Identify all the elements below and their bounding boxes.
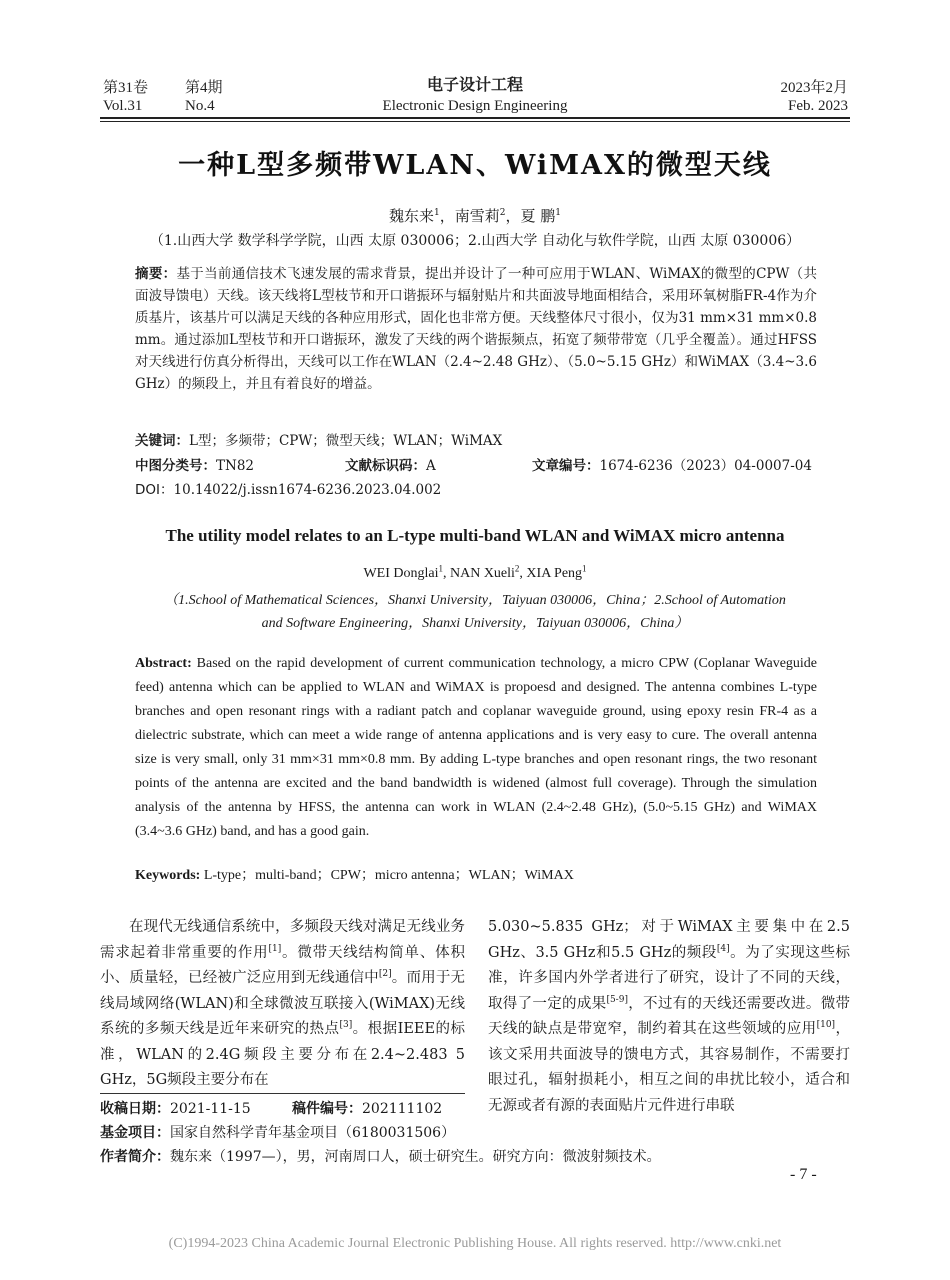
affiliation-mark: 1 [438, 563, 443, 574]
received-date [100, 1098, 251, 1121]
volume-cn: 第31卷 [103, 80, 149, 96]
abstract-label-cn: 摘要： [135, 266, 177, 282]
abstract-text-en: Based on the rapid development of current communication technology, a micro CPW (Coplanar Waveguide feed) antenna which can be applied to WLAN and WiMAX is propoesd and designed. The antenna combines L-type branches and open resonant rings with a radiant patch and coplanar waveguide ground, using epoxy resin FR-4 as a dielectric substrate, which can meet a wide range of antenna applications and is very easy to cure. The overall antenna size is very small, only 31 mm×31 mm×0.8 mm. By adding L-type branches and open resonant rings, the two resonant points of the antenna are excited and the band bandwidth is widened (almost full coverage). Through the simulation analysis of the antenna by HFSS, the antenna can work in WLAN (2.4~2.48 GHz), (5.0~5.15 GHz) and WiMAX (3.4~3.6 GHz) band, and has a good gain. [135, 656, 818, 839]
body-column-left [100, 915, 465, 1094]
author-bio [100, 1146, 661, 1169]
affiliation-mark: 2 [499, 208, 506, 218]
keywords-en [135, 864, 817, 888]
doc-code [345, 455, 545, 477]
citation: [1] [268, 943, 282, 954]
body-column-right [488, 915, 850, 1119]
doi-value: 10.14022/j.issn1674-6236.2023.04.002 [173, 482, 442, 498]
fund-label: 基金项目： [100, 1125, 170, 1141]
body-text: 。而用于无线局域网络(WLAN)和全球微波互联接入(WiMAX)无线系统的多频天线是近年来研究的热点 [100, 970, 466, 1037]
clc-label: 中图分类号： [135, 458, 216, 474]
author-list-en: WEI Donglai$^1$, NAN Xueli$^2$, XIA Peng$^1$ [363, 563, 587, 581]
affiliation-mark: 1 [433, 208, 440, 218]
author-name-en: NAN Xueli [449, 566, 515, 581]
body-text: 。微带天线结构简单、体积小、质量轻，已经被广泛应用到无线通信中 [100, 944, 466, 986]
issue-en: No.4 [185, 98, 215, 114]
date-cn: 2023年2月 [780, 80, 848, 96]
citation: [10] [816, 1020, 836, 1031]
body-text: 。为了实现这些标准，许多国内外学者进行了研究，设计了不同的天线，取得了一定的成果 [488, 944, 850, 1012]
header-rule-thick [100, 117, 850, 119]
author-name: 夏 鹏 [520, 207, 556, 225]
fund-line [100, 1122, 455, 1145]
bio-value: 魏东来（1997—），男，河南周口人，硕士研究生。研究方向：微波射频技术。 [170, 1149, 661, 1165]
doi-label: DOI： [135, 482, 174, 498]
abstract-label-en: Abstract: [135, 656, 192, 671]
body-text: ，不过有的天线还需要改进。微带天线的缺点是带宽窄，制约着其在这些领域的应用 [488, 995, 851, 1037]
abstract-en [135, 652, 817, 844]
volume-en: Vol.31 [103, 98, 143, 114]
manuscript-value: 202111102 [362, 1101, 443, 1117]
article-number [532, 455, 832, 477]
citation: [5-9] [606, 994, 628, 1005]
copyright-footer: (C)1994-2023 China Academic Journal Electronic Publishing House. All rights reserved. http://www.cnki.net [168, 1236, 782, 1251]
paper-title-cn: 一种L型多频带WLAN、WiMAX的微型天线 [178, 150, 772, 181]
fund-value: 国家自然科学青年基金项目（6180031506） [170, 1125, 456, 1141]
author-name: 南雪莉 [454, 207, 500, 225]
received-label: 收稿日期： [100, 1101, 170, 1117]
journal-name-en: Electronic Design Engineering [382, 98, 568, 114]
issue-cn: 第4期 [185, 80, 223, 96]
doc-code-value: A [426, 458, 436, 474]
article-number-label: 文章编号： [532, 458, 600, 474]
citation: [4] [716, 943, 730, 954]
affiliations-en-line1: （1.School of Mathematical Sciences，Shanxi University，Taiyuan 030006，China；2.School of Automation [164, 593, 786, 608]
footnote-rule [100, 1093, 465, 1094]
manuscript-number [292, 1098, 442, 1121]
keywords-text-cn: L型；多频带；CPW；微型天线；WLAN；WiMAX [189, 433, 503, 449]
received-value: 2021-11-15 [170, 1101, 251, 1117]
header-rule-thin [100, 121, 850, 122]
doc-code-label: 文献标识码： [345, 458, 426, 474]
doi-line [135, 479, 817, 501]
clc-value: TN82 [216, 458, 254, 474]
page-number: - 7 - [790, 1166, 817, 1183]
keywords-label-en: Keywords: [135, 868, 201, 883]
affiliation-mark: 1 [582, 563, 587, 574]
keywords-text-en: L-type；multi-band；CPW；micro antenna；WLAN；WiMAX [203, 868, 574, 883]
date-en: Feb. 2023 [788, 98, 848, 114]
citation: [3] [339, 1020, 353, 1031]
bio-label: 作者简介： [100, 1149, 170, 1165]
abstract-cn [135, 263, 817, 395]
affiliation-mark: 1 [555, 208, 562, 218]
paper-title-en: The utility model relates to an L-type multi-band WLAN and WiMAX micro antenna [165, 526, 785, 545]
journal-name-cn: 电子设计工程 [426, 77, 523, 94]
article-number-value: 1674-6236（2023）04-0007-04 [599, 458, 812, 474]
author-name: 魏东来 [388, 207, 434, 225]
author-name-en: XIA Peng [526, 566, 583, 581]
citation: [2] [378, 969, 392, 980]
body-text: ，该文采用共面波导的馈电方式，其容易制作，不需要打眼过孔，辐射损耗小，相互之间的串扰比较小，适合和无源或者有源的表面贴片元件进行串联 [488, 1021, 850, 1114]
author-list-cn: 魏东来$^1$，南雪莉$^2$，夏 鹏$^1$ [388, 207, 562, 225]
affiliation-mark: 2 [514, 563, 520, 574]
author-name-en: WEI Donglai [363, 566, 439, 581]
keywords-cn [135, 430, 817, 452]
body-text: 5.030~5.835 GHz；对于WiMAX主要集中在2.5 GHz、3.5 GHz和5.5 GHz的频段 [488, 919, 850, 961]
manuscript-label: 稿件编号： [292, 1101, 362, 1117]
affiliations-en-line2: and Software Engineering，Shanxi University，Taiyuan 030006，China） [261, 616, 689, 631]
keywords-label-cn: 关键词： [135, 433, 189, 449]
abstract-text-cn: 基于当前通信技术飞速发展的需求背景，提出并设计了一种可应用于WLAN、WiMAX的微型的CPW（共面波导馈电）天线。该天线将L型枝节和开口谐振环与辐射贴片和共面波导地面相结合，采用环氧树脂FR-4作为介质基片，该基片可以满足天线的各种应用形式，固化也非常方便。天线整体尺寸很小，仅为31 mm×31 mm×0.8 mm。通过添加L型枝节和开口谐振环，激发了天线的两个谐振频点，拓宽了频带带宽（几乎全覆盖）。通过HFSS对天线进行仿真分析得出，天线可以工作在WLAN（2.4~2.48 GHz）、（5.0~5.15 GHz）和WiMAX（3.4~3.6 GHz）的频段上，并且有着良好的增益。 [135, 266, 817, 392]
affiliations-cn: （1.山西大学 数学科学学院，山西 太原 030006；2.山西大学 自动化与软件学院，山西 太原 030006） [149, 233, 801, 249]
body-text: 。根据IEEE的标准，WLAN的2.4G频段主要分布在2.4~2.483 5 GHz，5G频段主要分布在 [100, 1021, 466, 1088]
body-text: 在现代无线通信系统中，多频段天线对满足无线业务需求起着非常重要的作用 [100, 919, 465, 961]
